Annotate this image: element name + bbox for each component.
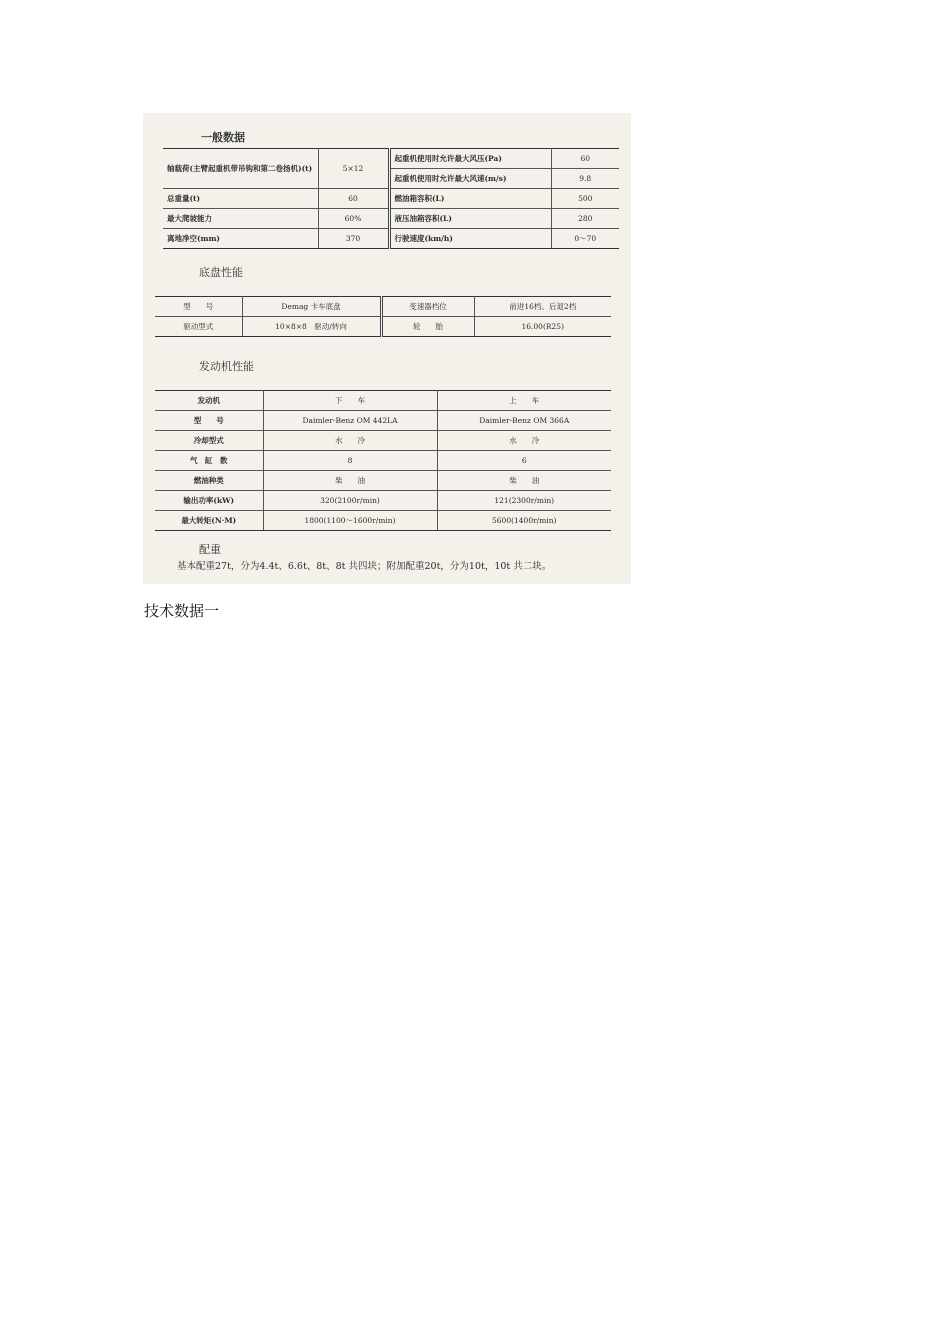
chassis-model-label: 型 号 (155, 297, 242, 317)
max-wind-speed-label: 起重机使用时允许最大风速(m/s) (389, 169, 551, 189)
chassis-title: 底盘性能 (199, 266, 243, 279)
table-row (155, 297, 611, 317)
table-row (155, 511, 611, 531)
cooling-label: 冷却型式 (155, 431, 263, 451)
travel-speed-value: 0～70 (551, 229, 619, 249)
general-data-table (163, 148, 619, 249)
gearbox-label: 变速器档位 (381, 297, 474, 317)
axle-load-value: 5×12 (318, 149, 389, 189)
ground-clearance-value: 370 (318, 229, 389, 249)
table-row (155, 471, 611, 491)
drive-type-value: 10×8×8 驱动/转向 (242, 317, 381, 337)
max-torque-upper: 5600(1400r/min) (437, 511, 611, 531)
fuel-type-lower: 柴 油 (263, 471, 437, 491)
hydraulic-tank-label: 液压油箱容积(L) (389, 209, 551, 229)
max-wind-speed-value: 9.8 (551, 169, 619, 189)
general-data-title: 一般数据 (201, 131, 245, 144)
table-row (163, 149, 619, 169)
output-power-upper: 121(2300r/min) (437, 491, 611, 511)
cylinders-label: 气 缸 数 (155, 451, 263, 471)
table-row (163, 189, 619, 209)
engine-header-upper: 上 车 (437, 391, 611, 411)
cooling-upper: 水 冷 (437, 431, 611, 451)
counterweight-text: 基本配重27t，分为4.4t、6.6t、8t、8t 共四块；附加配重20t，分为10t，10t 共二块。 (177, 561, 552, 572)
engine-table (155, 390, 611, 531)
hydraulic-tank-value: 280 (551, 209, 619, 229)
engine-header-lower: 下 车 (263, 391, 437, 411)
table-row (163, 209, 619, 229)
engine-model-lower: Daimler-Benz OM 442LA (263, 411, 437, 431)
fuel-tank-label: 燃油箱容积(L) (389, 189, 551, 209)
max-wind-pressure-label: 起重机使用时允许最大风压(Pa) (389, 149, 551, 169)
cooling-lower: 水 冷 (263, 431, 437, 451)
cylinders-lower: 8 (263, 451, 437, 471)
max-gradeability-label: 最大爬坡能力 (163, 209, 318, 229)
engine-title: 发动机性能 (199, 360, 254, 373)
fuel-tank-value: 500 (551, 189, 619, 209)
table-row (163, 229, 619, 249)
axle-load-label: 轴载荷(主臂起重机带吊钩和第二卷扬机)(t) (163, 149, 318, 189)
cylinders-upper: 6 (437, 451, 611, 471)
drive-type-label: 驱动型式 (155, 317, 242, 337)
table-row (155, 317, 611, 337)
table-row (155, 491, 611, 511)
engine-model-label: 型 号 (155, 411, 263, 431)
counterweight-title: 配重 (199, 543, 221, 556)
scanned-spec-image (143, 113, 631, 584)
output-power-lower: 320(2100r/min) (263, 491, 437, 511)
tire-value: 16.00(R25) (474, 317, 611, 337)
table-row (155, 451, 611, 471)
travel-speed-label: 行驶速度(km/h) (389, 229, 551, 249)
fuel-type-label: 燃油种类 (155, 471, 263, 491)
figure-caption: 技术数据一 (144, 602, 220, 620)
engine-header-label: 发动机 (155, 391, 263, 411)
output-power-label: 输出功率(kW) (155, 491, 263, 511)
table-row (155, 411, 611, 431)
tire-label: 轮 胎 (381, 317, 474, 337)
max-torque-lower: 1800(1100～1600r/min) (263, 511, 437, 531)
total-weight-label: 总重量(t) (163, 189, 318, 209)
total-weight-value: 60 (318, 189, 389, 209)
engine-model-upper: Daimler-Benz OM 366A (437, 411, 611, 431)
ground-clearance-label: 离地净空(mm) (163, 229, 318, 249)
chassis-table (155, 296, 611, 337)
max-torque-label: 最大转矩(N·M) (155, 511, 263, 531)
table-row (155, 431, 611, 451)
gearbox-value: 前进16档、后退2档 (474, 297, 611, 317)
table-row (155, 391, 611, 411)
chassis-model-value: Demag 卡车底盘 (242, 297, 381, 317)
max-wind-pressure-value: 60 (551, 149, 619, 169)
fuel-type-upper: 柴 油 (437, 471, 611, 491)
max-gradeability-value: 60% (318, 209, 389, 229)
